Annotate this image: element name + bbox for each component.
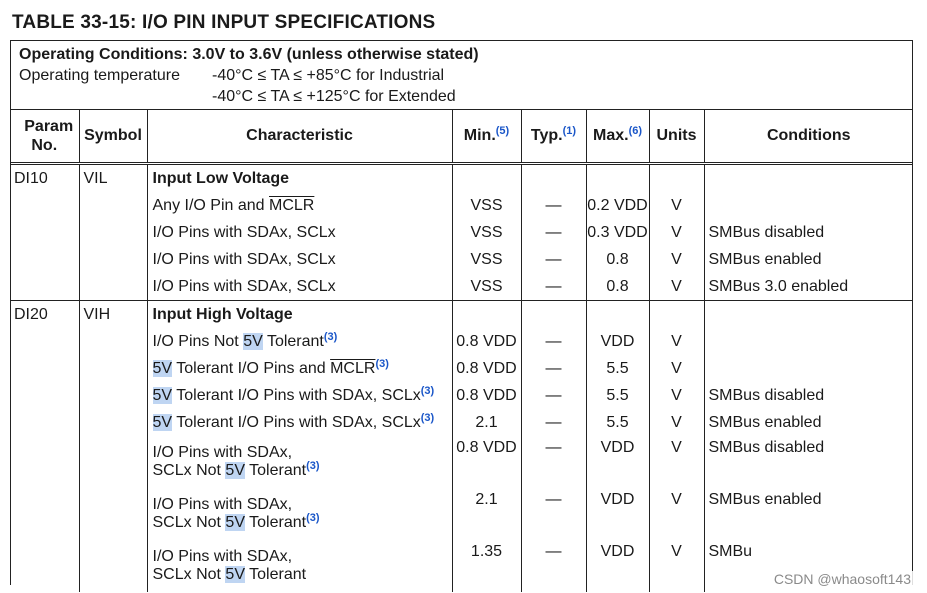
table-row — [10, 273, 913, 301]
typ-cell: — — [521, 540, 586, 592]
characteristic-heading: Input High Voltage — [147, 301, 452, 329]
max-cell: 0.8 — [586, 246, 649, 273]
units-cell: V — [649, 355, 704, 382]
typ-cell: — — [521, 219, 586, 246]
min-cell: 0.8 VDD — [452, 436, 521, 488]
table-row — [10, 192, 913, 219]
conditions-cell: SMBus disabled — [704, 436, 913, 488]
conditions-cell: SMBus 3.0 enabled — [704, 273, 913, 301]
max-cell: VDD — [586, 436, 649, 488]
units-cell: V — [649, 540, 704, 592]
characteristic-cell: I/O Pins Not 5V Tolerant$^{(3)}$ — [147, 328, 452, 355]
characteristic-cell: I/O Pins with SDAx, SCLx — [147, 219, 452, 246]
units-cell: V — [649, 436, 704, 488]
units-cell: V — [649, 328, 704, 355]
characteristic-cell: I/O Pins with SDAx, SCLx — [147, 246, 452, 273]
typ-cell: — — [521, 355, 586, 382]
header-min: Min.$^{(5)}$ — [452, 110, 521, 164]
units-cell: V — [649, 409, 704, 436]
typ-cell: — — [521, 436, 586, 488]
max-cell: 0.3 VDD — [586, 219, 649, 246]
table-row — [10, 436, 913, 488]
conditions-cell: SMBus disabled — [704, 382, 913, 409]
min-footnote-link[interactable]: (5) — [495, 125, 510, 137]
specifications-table — [10, 110, 913, 592]
header-characteristic: Characteristic — [147, 110, 452, 164]
header-symbol: Symbol — [79, 110, 147, 164]
table-row — [10, 328, 913, 355]
footnote-link[interactable]: (3) — [375, 357, 389, 370]
characteristic-cell: I/O Pins with SDAx, SCLx Not 5V Tolerant — [147, 540, 452, 592]
min-cell: 0.8 VDD — [452, 328, 521, 355]
param-cell: DI10 — [14, 169, 48, 187]
min-cell: VSS — [452, 246, 521, 273]
units-cell: V — [649, 273, 704, 301]
characteristic-cell: I/O Pins with SDAx, SCLx — [147, 273, 452, 301]
footnote-link[interactable]: (3) — [420, 411, 435, 424]
typ-cell: — — [521, 273, 586, 301]
conditions-cell: SMBus enabled — [704, 488, 913, 540]
min-cell: VSS — [452, 219, 521, 246]
units-cell: V — [649, 246, 704, 273]
header-conditions: Conditions — [704, 110, 913, 164]
units-cell: V — [649, 488, 704, 540]
max-cell: 0.2 VDD — [586, 192, 649, 219]
min-cell: VSS — [452, 192, 521, 219]
table-row — [10, 409, 913, 436]
param-cell: DI20 — [14, 305, 48, 323]
table-row — [10, 246, 913, 273]
table-row — [10, 488, 913, 540]
typ-cell: — — [521, 328, 586, 355]
typ-cell: — — [521, 409, 586, 436]
temperature-label: Operating temperature — [19, 67, 180, 84]
max-cell: VDD — [586, 488, 649, 540]
conditions-cell: SMBus enabled — [704, 409, 913, 436]
min-cell: 2.1 — [452, 488, 521, 540]
min-cell: VSS — [452, 273, 521, 301]
operating-conditions — [10, 40, 913, 110]
units-cell: V — [649, 382, 704, 409]
temperature-industrial: -40°C ≤ TA ≤ +85°C for Industrial — [212, 67, 445, 84]
characteristic-cell: 5V Tolerant I/O Pins with SDAx, SCLx$^{(3)}$ — [147, 409, 452, 436]
symbol-cell: VIH — [79, 301, 147, 329]
typ-cell: — — [521, 382, 586, 409]
max-cell: 5.5 — [586, 382, 649, 409]
table-row — [10, 164, 913, 193]
table-row — [10, 355, 913, 382]
conditions-cell — [704, 192, 913, 219]
typ-cell: — — [521, 192, 586, 219]
conditions-cell: SMBus enabled — [704, 246, 913, 273]
conditions-cell: SMBu — [704, 540, 913, 592]
footnote-link[interactable]: (3) — [306, 512, 320, 524]
table-row — [10, 301, 913, 329]
header-units: Units — [649, 110, 704, 164]
symbol-cell: VIL — [79, 164, 147, 193]
max-footnote-link[interactable]: (6) — [628, 125, 643, 137]
max-cell: 0.8 — [586, 273, 649, 301]
footnote-link[interactable]: (3) — [420, 384, 435, 397]
units-cell: V — [649, 192, 704, 219]
characteristic-cell: 5V Tolerant I/O Pins with SDAx, SCLx$^{(3)}$ — [147, 382, 452, 409]
min-cell: 0.8 VDD — [452, 355, 521, 382]
max-cell: VDD — [586, 540, 649, 592]
table-row — [10, 219, 913, 246]
header-row — [10, 110, 913, 164]
header-max: Max.$^{(6)}$ — [586, 110, 649, 164]
min-cell: 1.35 — [452, 540, 521, 592]
typ-cell: — — [521, 488, 586, 540]
typ-footnote-link[interactable]: (1) — [562, 125, 577, 137]
header-param: Param No. — [10, 110, 79, 164]
conditions-cell — [704, 328, 913, 355]
conditions-cell: SMBus disabled — [704, 219, 913, 246]
footnote-link[interactable]: (3) — [323, 330, 338, 343]
characteristic-cell: I/O Pins with SDAx, SCLx Not 5V Tolerant$^{(3)}$ — [147, 488, 452, 540]
characteristic-cell: 5V Tolerant I/O Pins and MCLR$^{(3)}$ — [147, 355, 452, 382]
table-row — [10, 382, 913, 409]
min-cell: 0.8 VDD — [452, 382, 521, 409]
footnote-link[interactable]: (3) — [306, 460, 320, 472]
temperature-extended: -40°C ≤ TA ≤ +125°C for Extended — [212, 88, 456, 105]
max-cell: 5.5 — [586, 355, 649, 382]
table-title: TABLE 33-15: I/O PIN INPUT SPECIFICATIONS — [12, 12, 436, 33]
operating-voltage: Operating Conditions: 3.0V to 3.6V (unless otherwise stated) — [19, 46, 479, 63]
typ-cell: — — [521, 246, 586, 273]
characteristic-cell: I/O Pins with SDAx, SCLx Not 5V Tolerant$^{(3)}$ — [147, 436, 452, 488]
units-cell: V — [649, 219, 704, 246]
conditions-cell — [704, 355, 913, 382]
min-cell: 2.1 — [452, 409, 521, 436]
max-cell: VDD — [586, 328, 649, 355]
header-typ: Typ.$^{(1)}$ — [521, 110, 586, 164]
max-cell: 5.5 — [586, 409, 649, 436]
watermark: CSDN @whaosoft143 — [773, 571, 911, 587]
characteristic-cell: Any I/O Pin and MCLR — [147, 192, 452, 219]
characteristic-heading: Input Low Voltage — [147, 164, 452, 193]
